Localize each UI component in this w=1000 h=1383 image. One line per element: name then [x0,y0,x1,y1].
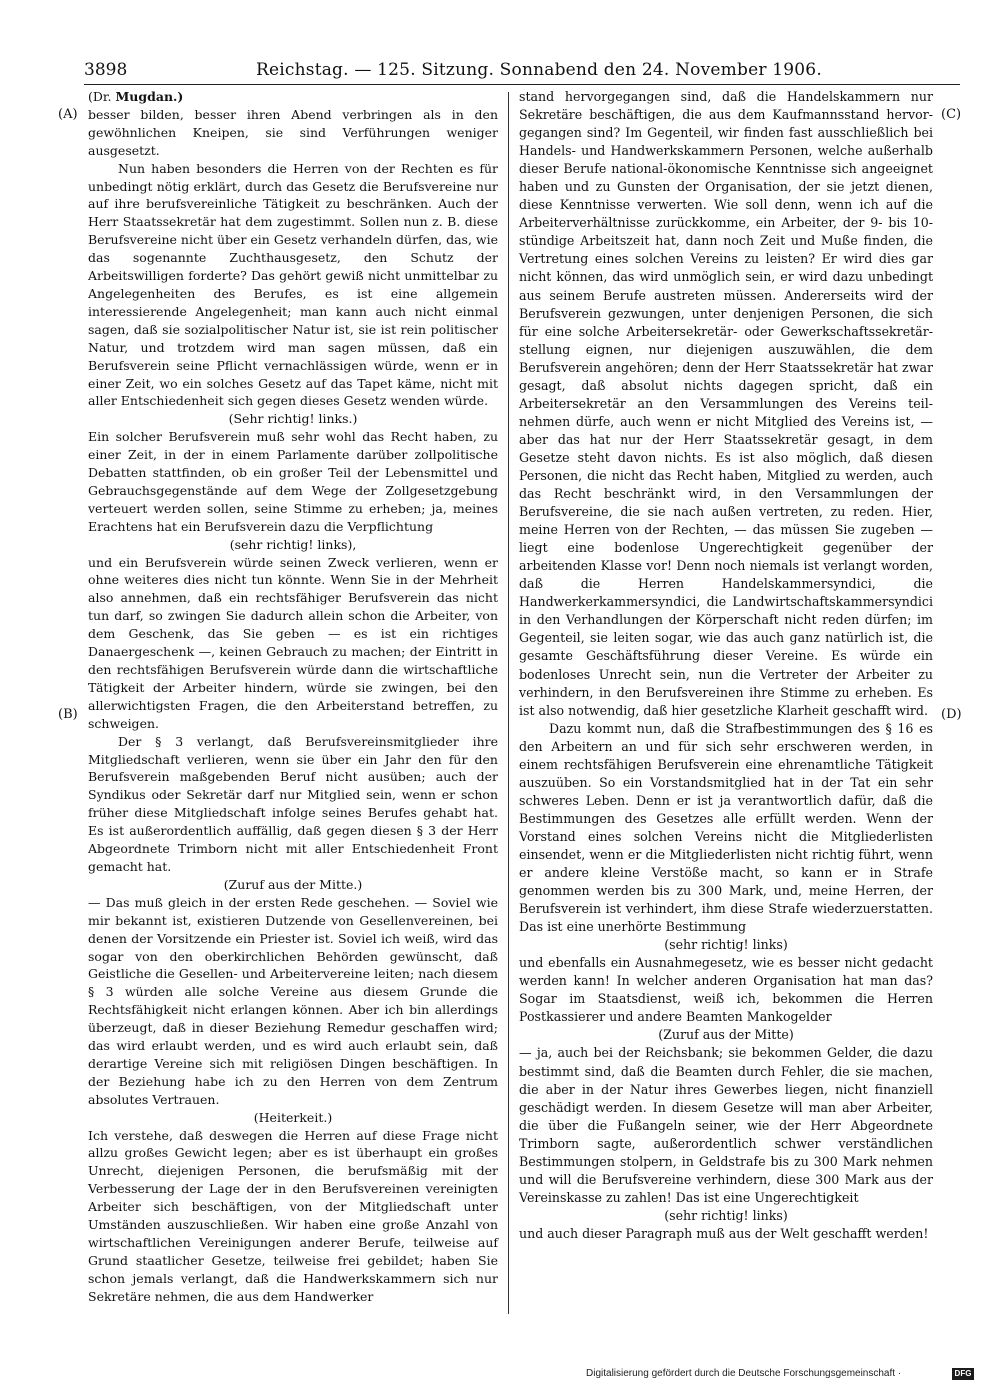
column-divider [508,92,509,1314]
interjection: (Zuruf aus der Mitte) [658,1027,794,1043]
running-title: Reichstag. — 125. Sitzung. Sonnabend den 24. November 1906. [256,60,822,80]
margin-marker-d: (D) [941,707,962,722]
paragraph: besser bilden, besser ihren Abend verbringen als in den gewöhnlichen Kneipen, sie sind Verführungen weniger ausgesetzt. [88,106,498,158]
paragraph: Dazu kommt nun, daß die Strafbestimmungen des § 16 es den Arbeitern an und für sich sehr erschweren werden, in einem rechtsfähigen Berufsverein eine ehrenamtliche Tätigkeit auszuüben. So ein Vorstandsmitglied hat in der Tat ein sehr schweres Leben. Denn er ist ja verantwortlich dafür, daß die Bestimmungen des Gesetzes alle erfüllt werden. Wenn der Vorstand eines solchen Vereins nicht die Mitgliederlisten einsendet, wenn er die Mitgliederlisten nicht richtig führt, wenn er andere kleine Verstöße macht, so kann er in Strafe genommen werden bis zu 300 Mark, und, meine Herren, der Berufsverein ist verhindert, ihm diese Strafe wiederzuerstatten. Das ist eine unerhörte Bestimmung [519,720,933,935]
right-column [519,88,933,1243]
dfg-logo: DFG [952,1368,974,1380]
paragraph: Der § 3 verlangt, daß Berufsvereinsmitglieder ihre Mitgliedschaft verlieren, wenn sie über ein Jahr den für den Berufsverein maßgebenden Beruf nicht ausüben; auch der Syndikus oder Sekretär darf nur Mitglied sein, wenn er schon früher diese Mitgliedschaft infolge seines Berufes gehabt hat. Es ist außerordentlich auffällig, daß gegen diesen § 3 der Herr Abgeordnete Trimborn nicht mit aller Entschiedenheit Front gemacht hat. [88,733,498,874]
margin-marker-c: (C) [941,107,962,122]
margin-marker-b: (B) [58,707,78,722]
paragraph: — Das muß gleich in der ersten Rede geschehen. — Soviel wie mir bekannt ist, existieren Dutzende von Gesellenvereinen, bei denen der Vorsitzende ein Priester ist. Soviel ich weiß, wird das sogar von den oberkirchlichen Behörden gewünscht, daß Geistliche die Gesellen- und Arbeitervereine leiten; nach diesem § 3 würden alle solche Vereine aus diesem Grunde die Rechtsfähigkeit nicht erlangen können. Aber ich bin allerdings überzeugt, daß in dieser Beziehung Remedur geschaffen wird; das wird erlaubt werden, und es wird auch erlaubt sein, daß derartige Vereine sich mit religiösen Dingen beschäftigen. In der Beziehung habe ich zu den Herren von dem Zentrum absolutes Vertrauen. [88,894,498,1107]
paragraph: und auch dieser Paragraph muß aus der Welt geschafft werden! [519,1225,929,1241]
interjection: (Sehr richtig! links.) [228,411,358,427]
header-rule [84,84,960,85]
left-column [88,88,498,1306]
paragraph: Nun haben besonders die Herren von der Rechten es für unbedingt nötig erklärt, durch das Gesetz die Berufsvereine nur auf ihre berufsvereinliche Tätigkeit zu beschränken. Auch der Herr Staatssekretär hat dem zugestimmt. Sollen nun z. B. diese Berufsvereine nicht über ein Gesetz verhandeln dürfen, das, wie das sogenannte Zuchthausgesetz, den Schutz der Arbeitswilligen forderte? Das gehört gewiß nicht unmittelbar zu Angelegenheiten des Berufes, es ist eine allgemein interessierende Angelegenheit; man kann auch nicht einmal sagen, daß sie sozialpolitischer Natur ist, sie ist rein politischer Natur, und trotzdem wird man sagen müssen, daß ein Berufsverein seine Pflicht vernachlässigen würde, wenn er in einer Zeit, wo ein solches Gesetz auf das Tapet käme, nicht mit aller Entschiedenheit sich gegen dieses Gesetz wenden würde. [88,160,498,409]
paragraph: und ebenfalls ein Ausnahmegesetz, wie es besser nicht gedacht werden kann! In welcher anderen Organisation hat man das? Sogar im Staatsdienst, weiß ich, bekommen die Herren Postkassierer und andere Beamten Mankogelder [519,955,933,1025]
interjection: (sehr richtig! links), [229,536,357,552]
speaker-line [88,88,498,106]
paragraph: Ich verstehe, daß deswegen die Herren auf diese Frage nicht allzu großes Gewicht legen; aber es ist überhaupt ein großes Unrecht, diejenigen Personen, die berufsmäßig mit der Verbesserung der Lage der in den Berufsvereinen vereinigten Arbeiter sich beschäftigen, von der Mitgliedschaft unter Umständen auszuschließen. Wir haben eine große Anzahl von wirtschaftlichen Vereinigungen anderer Berufe, teilweise auf Grund staatlicher Gesetze, teilweise frei gebildet; haben Sie schon jemals verlangt, daß die Handwerkskammern sich nur Sekretäre nehmen, die aus dem Handwerker [88,1127,498,1304]
paragraph: — ja, auch bei der Reichsbank; sie bekommen Gelder, die dazu bestimmt sind, daß die Beamten durch Fehler, die sie machen, die aber in der Natur ihres Gewerbes liegen, nicht finanziell geschädigt werden. In diesem Gesetze will man aber Arbeiter, die über die Fußangeln seiner, wie der Herr Abgeordnete Trimborn sagte, außerordentlich schwer verständlichen Bestimmungen stolpern, in Geldstrafe bis zu 300 Mark nehmen und will die Berufsvereine verhindern, diese 300 Mark aus der Vereinskasse zu zahlen! Das ist eine Ungerechtigkeit [519,1045,933,1205]
speaker-name: Mugdan.) [115,89,184,104]
interjection: (Heiterkeit.) [253,1109,333,1125]
paragraph: und ein Berufsverein würde seinen Zweck verlieren, wenn er ohne weiteres dies nicht tun könnte. Wenn Sie in der Mehrheit also annehmen, daß ein rechtsfähiger Berufsverein das nicht tun darf, so zwingen Sie dadurch allein schon die Arbeiter, von dem Geschenk, das Sie geben — es ist ein richtiges Danaergeschenk —, keinen Gebrauch zu machen; der Eintritt in den rechtsfähigen Berufsverein würde dann die wirtschaftliche Tätigkeit der Arbeiter hindern, würde sie zwingen, bei den allerwichtigsten Fragen, die den Arbeiterstand betreffen, zu schweigen. [88,554,498,731]
digitization-footer [586,1367,976,1381]
page-header [84,58,960,82]
speaker-title: (Dr. [88,89,112,104]
margin-marker-a: (A) [58,107,78,122]
interjection: (sehr richtig! links) [664,937,788,953]
paragraph: stand hervorgegangen sind, daß die Handelskammern nur Sekretäre beschäftigen, die aus dem Kaufmannsstand hervorgegangen sind? Im Gegenteil, wir finden fast ausschließlich bei Handels- und Handwerkskammern Personen, welche außerhalb dieser Berufe national-ökonomische Kenntnisse sich angeeignet haben und zu Gunsten der Organisation, der sie jetzt dienen, diese Kenntnisse verwerten. Wie soll denn, wenn ich auf die Arbeiterverhältnisse zurückkomme, ein Arbeiter, der 9- bis 10-stündige Arbeitszeit hat, dann noch Zeit und Muße finden, die Vertretung eines solchen Vereins zu leisten? Er wird dies gar nicht können, das wird unmöglich sein, er wird dazu unbedingt aus seinem Berufe austreten müssen. Andererseits wird der Berufsverein gezwungen, unter denjenigen Personen, die sich für eine solche Arbeitersekretär- oder Gewerkschaftssekretärstellung eignen, nur diejenigen auszuwählen, die dem Berufsverein angehören; denn der Herr Staatssekretär hat zwar gesagt, daß absolut nichts dagegen spricht, daß ein Arbeitersekretär an den Versammlungen des Vereins teilnehmen dürfe, auch wenn er nicht Mitglied des Vereins ist, — aber das hat nur der Herr Staatssekretär gesagt, in dem Gesetze steht davon nichts. Es ist also möglich, daß diesen Personen, die nicht das Recht haben, Mitglied zu werden, auch das Recht beschränkt wird, in den Versammlungen der Berufsvereine, die sie nach außen vertreten, zu reden. Hier, meine Herren von der Rechten, — das müssen Sie zugeben — liegt eine bodenlose Ungerechtigkeit gegenüber der arbeitenden Klasse vor! Denn noch niemals ist verlangt worden, daß die Herren Handelskammersyndici, die Handwerkerkammersyndici, die Landwirtschaftskammersyndici in den Verhandlungen der Körperschaft nicht reden dürfen; im Gegenteil, sie leiten sogar, wie das auch ganz natürlich ist, die gesamte Geschäftsführung dieser Vereine. Es würde ein bodenloses Unrecht sein, nun die Vertreter der Arbeiter zu verhindern, in den Berufsvereinen ihre Stimme zu erheben. Es ist also notwendig, daß hier gesetzliche Klarheit geschafft wird. [519,89,933,718]
paragraph: Ein solcher Berufsverein muß sehr wohl das Recht haben, zu einer Zeit, in der in einem Parlamente darüber zollpolitische Debatten stattfinden, ob ein großer Teil der Lebensmittel und Gebrauchsgegenstände auf dem Wege der Zollgesetzgebung verteuert werden sollen, seine Stimme zu erheben; ja, meines Erachtens hat ein Berufsverein dazu die Verpflichtung [88,429,498,534]
interjection: (sehr richtig! links) [664,1207,788,1223]
page-number: 3898 [84,60,128,80]
footer-credit: Digitalisierung gefördert durch die Deutsche Forschungsgemeinschaft · [586,1368,902,1379]
interjection: (Zuruf aus der Mitte.) [223,876,363,892]
